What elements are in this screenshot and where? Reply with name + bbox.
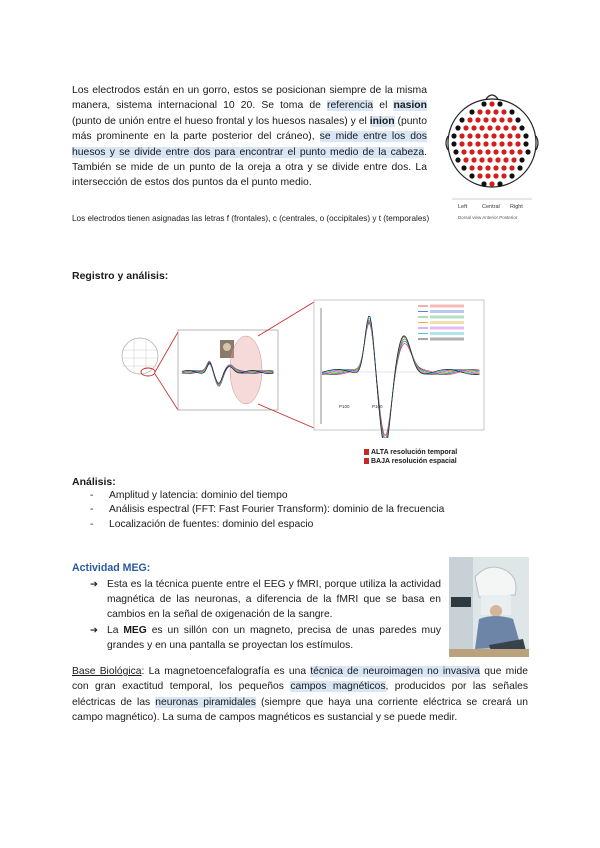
electrode-dot <box>495 125 500 130</box>
electrode-head-diagram <box>444 78 540 233</box>
electrode-dot <box>471 157 476 162</box>
electrode-dot <box>523 141 528 146</box>
zoom-line-2 <box>155 374 178 410</box>
electrode-dot <box>501 149 506 154</box>
intro-text-4: (punto más prominente en la parte posterior del cráneo), <box>72 115 427 143</box>
legend-label-bar <box>430 316 464 319</box>
electrode-dot <box>517 165 522 170</box>
electrode-dot <box>493 173 498 178</box>
electrode-dot <box>467 133 472 138</box>
caption-sub: Dorsal view Anterior Posterior <box>458 215 518 220</box>
electrode-dot <box>509 149 514 154</box>
electrode-dot <box>475 133 480 138</box>
legend-baja-text: BAJA resolución espacial <box>371 458 457 465</box>
bio-highlight-3: neuronas piramidales <box>155 696 256 708</box>
list-item: - Análisis espectral (FFT: Fast Fourier Transform): dominio de la frecuencia <box>90 503 530 517</box>
electrode-dot <box>471 125 476 130</box>
electrode-dot <box>487 125 492 130</box>
legend-label-bar <box>430 321 464 324</box>
electrode-dot <box>501 173 506 178</box>
electrode-dot <box>469 173 474 178</box>
eeg-figure <box>118 298 488 438</box>
electrode-dot <box>507 141 512 146</box>
electrode-dot <box>501 165 506 170</box>
erp-panel <box>314 300 484 430</box>
peak-label-1: P100 <box>339 404 350 409</box>
electrode-dot <box>451 141 456 146</box>
electrode-dot <box>459 141 464 146</box>
electrode-dot <box>485 149 490 154</box>
registro-heading: Registro y análisis: <box>72 270 169 282</box>
caption-left: Left <box>458 204 468 210</box>
electrode-dot <box>503 125 508 130</box>
bio-highlight-2: campos magnéticos <box>290 681 386 693</box>
electrode-dot <box>463 157 468 162</box>
peak-label-2: P100 <box>372 404 383 409</box>
electrode-dot <box>493 165 498 170</box>
electrode-dot <box>499 141 504 146</box>
electrode-dot <box>469 165 474 170</box>
electrode-dot <box>497 101 502 106</box>
term-inion: inion <box>369 115 395 127</box>
zoom-line-3 <box>258 302 314 336</box>
electrode-dot <box>489 101 494 106</box>
caption-right: Right <box>510 204 523 210</box>
electrode-dot <box>453 149 458 154</box>
electrode-letters-note: Los electrodos tienen asignadas las letras f (frontales), c (centrales, o (occipitales) y t (temporales) <box>72 214 430 223</box>
legend-label-bar <box>430 305 464 308</box>
meg-bullet-1: ➔ Esta es la técnica puente entre el EEG y fMRI, porque utiliza la actividad magnética de las neuronas, a diferencia de la fMRI que se basa en cambios en la señal de oxigenación de la sangre. <box>90 577 441 623</box>
analisis-heading: Análisis: <box>72 476 116 488</box>
intro-paragraph <box>72 83 427 191</box>
intro-text-2: el <box>373 100 394 112</box>
photo-face <box>490 605 502 617</box>
electrode-dot <box>509 109 514 114</box>
electrode-dot <box>455 125 460 130</box>
electrode-dot <box>499 117 504 122</box>
meg-list <box>90 577 441 653</box>
photo-panel <box>451 597 471 607</box>
electrode-dot <box>493 109 498 114</box>
electrode-dot <box>515 117 520 122</box>
electrode-dot <box>475 117 480 122</box>
legend-baja <box>364 457 457 466</box>
electrode-dot <box>481 181 486 186</box>
electrode-dot <box>477 149 482 154</box>
electrode-dot <box>499 133 504 138</box>
electrode-dot <box>455 157 460 162</box>
electrode-dot <box>491 133 496 138</box>
electrode-dot <box>463 125 468 130</box>
meg-b2-bold: MEG <box>123 624 147 636</box>
electrode-dot <box>509 165 514 170</box>
electrode-dot <box>451 133 456 138</box>
zoom-line-4 <box>258 404 314 428</box>
electrode-dot <box>519 125 524 130</box>
electrode-dot <box>483 141 488 146</box>
electrode-dot <box>469 149 474 154</box>
electrode-dot <box>507 133 512 138</box>
bio-text-1: : La magnetoencefalografía es una <box>141 666 311 677</box>
list-item: - Localización de fuentes: dominio del espacio <box>90 518 530 532</box>
electrode-dot <box>467 141 472 146</box>
list-item: - Amplitud y latencia: dominio del tiempo <box>90 489 530 503</box>
electrode-dot <box>491 141 496 146</box>
bio-label: Base Biológica <box>72 666 142 677</box>
electrode-dot <box>493 149 498 154</box>
electrode-dot <box>483 133 488 138</box>
electrode-dot <box>487 157 492 162</box>
electrode-dot <box>509 173 514 178</box>
analisis-list <box>90 489 530 532</box>
base-biologica-paragraph <box>72 664 528 726</box>
legend-alta-marker <box>364 449 369 455</box>
electrode-dot <box>489 181 494 186</box>
legend-alta-text: ALTA resolución temporal <box>371 449 458 456</box>
electrode-dot <box>485 173 490 178</box>
electrode-dot <box>469 109 474 114</box>
electrode-dot <box>475 141 480 146</box>
zoom-line-1 <box>155 332 178 372</box>
electrode-dot <box>481 101 486 106</box>
meg-photo <box>449 557 529 657</box>
electrode-dot <box>523 133 528 138</box>
legend-label-bar <box>430 310 464 313</box>
electrode-dot <box>459 117 464 122</box>
electrode-dot <box>497 181 502 186</box>
photo-floor <box>449 649 529 657</box>
electrode-dot <box>511 125 516 130</box>
electrode-dot <box>525 149 530 154</box>
electrode-dot <box>507 117 512 122</box>
electrode-dot <box>477 165 482 170</box>
electrode-dot <box>485 109 490 114</box>
meg-b2-post: es un sillón con un magneto, precisa de unas paredes muy grandes y en una pantalla se proyectan los estímulos. <box>107 624 441 651</box>
highlight-referencia: referencia <box>326 100 374 112</box>
bio-text-2: que mide con gran exactitud temporal, los pequeños <box>72 666 528 693</box>
term-nasion: nasion <box>393 100 427 112</box>
electrode-dot <box>501 109 506 114</box>
resolution-legend <box>364 448 457 466</box>
electrode-dot <box>515 133 520 138</box>
electrode-dot <box>519 157 524 162</box>
electrode-dot <box>461 149 466 154</box>
electrode-dot <box>477 173 482 178</box>
legend-label-bar <box>430 338 464 341</box>
electrode-dot <box>483 117 488 122</box>
electrode-dot <box>495 157 500 162</box>
electrode-dot <box>503 157 508 162</box>
meg-bullet-2 <box>90 623 441 653</box>
electrode-dot <box>479 157 484 162</box>
electrode-dot <box>459 133 464 138</box>
meg-b2-pre: La <box>107 624 124 636</box>
bio-highlight-1: técnica de neuroimagen no invasiva <box>310 666 481 677</box>
electrode-dot <box>467 117 472 122</box>
highlight-midpoint: se mide entre los dos huesos y se divide entre dos para encontrar el punto medio de la cabeza <box>72 131 427 158</box>
electrode-dot <box>479 125 484 130</box>
caption-central: Central <box>482 204 500 210</box>
legend-baja-marker <box>364 458 369 464</box>
electrode-dot <box>515 141 520 146</box>
electrode-dot <box>477 109 482 114</box>
legend-label-bar <box>430 327 464 330</box>
intro-text-5: . También se mide de un punto de la oreja a otra y se divide entre dos. La intersección de estos dos puntos da el punto medio. <box>72 146 427 189</box>
face-photo-head <box>223 343 231 351</box>
electrode-dot <box>485 165 490 170</box>
electrode-dot <box>511 157 516 162</box>
meg-heading: Actividad MEG: <box>72 562 151 574</box>
bio-text-3: , producidos por las señales eléctricas de las <box>72 681 528 708</box>
electrode-dot <box>491 117 496 122</box>
bio-text-4: (siempre que haya una corriente eléctrica se creará un campo magnético). La suma de campos magnéticos es sustancial y se puede medir. <box>72 696 528 724</box>
intro-text-1: Los electrodos están en un gorro, estos se posicionan siempre de la misma manera, sistema internacional 10 20. Se toma de <box>72 85 427 112</box>
legend-label-bar <box>430 332 464 335</box>
electrode-dot <box>517 149 522 154</box>
electrode-dot <box>461 165 466 170</box>
intro-text-3: (punto de unión entre el hueso frontal y los huesos nasales) y el <box>72 115 370 127</box>
legend-alta <box>364 448 457 457</box>
